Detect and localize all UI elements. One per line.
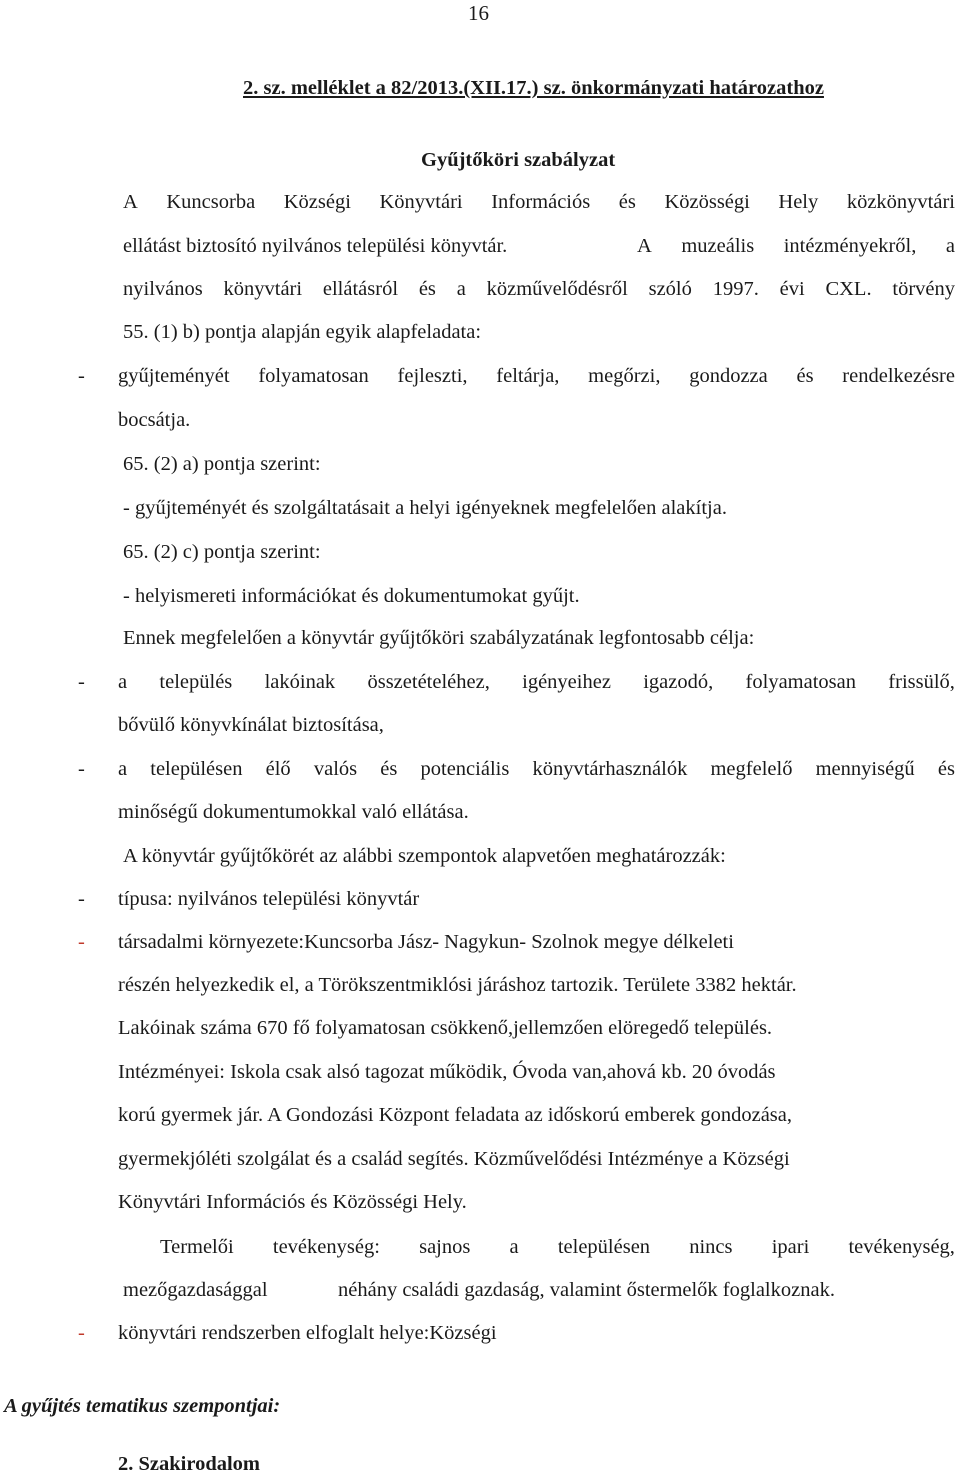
task-1-line-1 (118, 366, 955, 387)
word: intézményekről, (783, 235, 917, 257)
dash-task-1: - (78, 365, 85, 387)
word: a (945, 235, 955, 257)
intro-line-3 (123, 279, 955, 300)
word: Információs (491, 191, 591, 213)
word: településen (150, 758, 243, 780)
word: Hely (778, 191, 819, 213)
dash-social: - (78, 931, 85, 953)
appendix-header: 2. sz. melléklet a 82/2013.(XII.17.) sz. önkormányzati határozathoz (243, 77, 824, 99)
section-2-heading: 2. Szakirodalom (118, 1453, 260, 1475)
word: 1997. (712, 278, 759, 300)
word: feltárja, (496, 365, 560, 387)
word: lakóinak (264, 671, 336, 693)
word: évi (779, 278, 805, 300)
word: a (509, 1236, 519, 1258)
task-1-line-2: bocsátja. (118, 409, 191, 431)
page-number: 16 (468, 1, 489, 25)
word: és (380, 758, 398, 780)
goal-intro: Ennek megfelelően a könyvtár gyűjtőköri szabályzatának legfontosabb célja: (123, 627, 755, 649)
word: igényeihez (522, 671, 611, 693)
word: megfelelő (710, 758, 793, 780)
social-line-1: társadalmi környezete:Kuncsorba Jász- Nagykun- Szolnok megye délkeleti (118, 931, 734, 953)
social-line-2: részén helyezkedik el, a Törökszentmiklósi járáshoz tartozik. Területe 3382 hektár. (118, 974, 797, 996)
social-line-4: Intézményei: Iskola csak alsó tagozat működik, Óvoda van,ahová kb. 20 óvodás (118, 1061, 776, 1083)
word: tevékenység, (848, 1236, 955, 1258)
word: településen (557, 1236, 651, 1258)
intro-line-2a: ellátást biztosító nyilvános települési könyvtár. (123, 235, 508, 257)
word: Könyvtári (379, 191, 463, 213)
word: könyvtárhasználók (532, 758, 688, 780)
word: valós (313, 758, 358, 780)
word: ellátásról (322, 278, 399, 300)
word: település (159, 671, 233, 693)
word: és (418, 278, 436, 300)
goal-1-line-1 (118, 672, 955, 693)
word: Községi (283, 191, 351, 213)
section-65-c-item: - helyismereti információkat és dokumentumokat gyűjt. (123, 585, 580, 607)
word: közművelődésről (486, 278, 628, 300)
type-line: típusa: nyilvános települési könyvtár (118, 888, 420, 910)
word: Kuncsorba (166, 191, 256, 213)
word: mennyiségű (815, 758, 915, 780)
word: folyamatosan (745, 671, 856, 693)
goal-1-line-2: bővülő könyvkínálat biztosítása, (118, 714, 384, 736)
word: a (118, 671, 128, 693)
social-line-6: gyermekjóléti szolgálat és a család segítés. Közművelődési Intézménye a Községi (118, 1148, 790, 1170)
dash-system: - (78, 1322, 85, 1344)
word: Közösségi (664, 191, 750, 213)
social-line-3: Lakóinak száma 670 fő folyamatosan csökkenő,jellemzően elöregedő település. (118, 1017, 773, 1039)
social-line-7: Könyvtári Információs és Közösségi Hely. (118, 1191, 467, 1213)
word: folyamatosan (258, 365, 369, 387)
section-65-c-heading: 65. (2) c) pontja szerint: (123, 541, 321, 563)
word: Termelői (160, 1236, 234, 1258)
word: tevékenység: (272, 1236, 380, 1258)
word: és (937, 758, 955, 780)
word: gondozza (689, 365, 768, 387)
social-line-5: korú gyermek jár. A Gondozási Központ feladata az időskorú emberek gondozása, (118, 1104, 793, 1126)
word: A (637, 235, 652, 257)
goal-2-line-2: minőségű dokumentumokkal való ellátása. (118, 801, 469, 823)
dash-goal-1: - (78, 671, 85, 693)
intro-line-4: 55. (1) b) pontja alapján egyik alapfeladata: (123, 321, 482, 343)
word: szóló (648, 278, 692, 300)
word: CXL. (825, 278, 872, 300)
document-title: Gyűjtőköri szabályzat (421, 149, 616, 171)
word: nyilvános (123, 278, 203, 300)
production-line-1 (160, 1237, 955, 1258)
word: muzeális (681, 235, 755, 257)
section-65-a-item: - gyűjteményét és szolgáltatásait a helyi igényeknek megfelelően alakítja. (123, 497, 727, 519)
system-line: könyvtári rendszerben elfoglalt helye:Községi (118, 1322, 497, 1344)
word: igazodó, (643, 671, 714, 693)
goal-2-line-1 (118, 759, 955, 780)
word: törvény (892, 278, 955, 300)
intro-line-1 (123, 192, 955, 213)
word: fejleszti, (397, 365, 468, 387)
word: megőrzi, (588, 365, 661, 387)
word: A (123, 191, 138, 213)
word: ipari (771, 1236, 810, 1258)
word: nincs (689, 1236, 733, 1258)
word: a (456, 278, 466, 300)
word: könyvtári (223, 278, 303, 300)
word: és (618, 191, 636, 213)
word: és (796, 365, 814, 387)
thematic-heading: A gyűjtés tematikus szempontjai: (4, 1395, 281, 1417)
dash-type: - (78, 888, 85, 910)
word: potenciális (420, 758, 510, 780)
section-65-a-heading: 65. (2) a) pontja szerint: (123, 453, 321, 475)
production-line-2a: mezőgazdasággal (123, 1279, 268, 1301)
word: élő (265, 758, 291, 780)
production-line-2b: néhány családi gazdaság, valamint őstermelők foglalkoznak. (338, 1279, 835, 1301)
word: közkönyvtári (846, 191, 955, 213)
word: sajnos (419, 1236, 471, 1258)
intro-line-2b (637, 236, 955, 257)
word: frissülő, (888, 671, 955, 693)
word: összetételéhez, (367, 671, 490, 693)
word: gyűjteményét (118, 365, 230, 387)
word: a (118, 758, 128, 780)
word: rendelkezésre (842, 365, 955, 387)
aspects-intro: A könyvtár gyűjtőkörét az alábbi szempontok alapvetően meghatározzák: (123, 845, 726, 867)
dash-goal-2: - (78, 758, 85, 780)
